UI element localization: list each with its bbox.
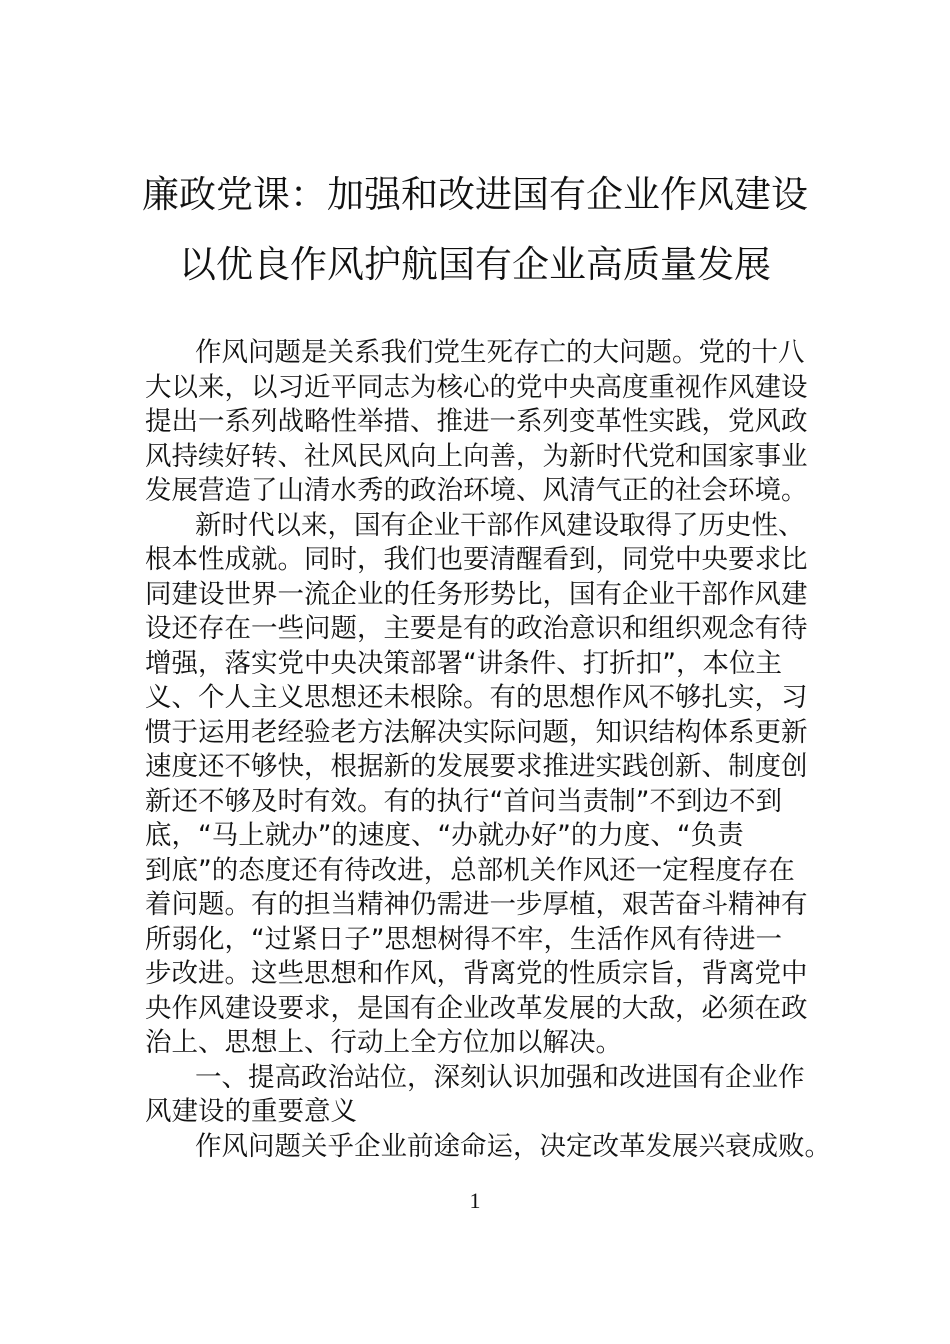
text-line: 作风问题关乎企业前途命运，决定改革发展兴衰成败。 (195, 1130, 831, 1162)
text-line: 大以来，以习近平同志为核心的党中央高度重视作风建设 (145, 371, 808, 403)
text-line: 所弱化，“过紧日子”思想树得不牢，生活作风有待进一 (145, 923, 782, 955)
text-line: 设还存在一些问题，主要是有的政治意识和组织观念有待 (145, 613, 808, 644)
text-line: 央作风建设要求，是国有企业改革发展的大敌，必须在政 (145, 992, 808, 1024)
document-title-line-2: 以优良作风护航国有企业高质量发展 (179, 243, 771, 286)
text-line: 增强，落实党中央决策部署“讲条件、打折扣”，本位主 (145, 647, 782, 679)
page-number: 1 (469, 1188, 481, 1213)
text-line: 到底”的态度还有待改进，总部机关作风还一定程度存在 (145, 854, 795, 886)
text-line: 新还不够及时有效。有的执行“首问当责制”不到边不到 (145, 785, 782, 817)
text-line: 风持续好转、社风民风向上向善，为新时代党和国家事业 (145, 440, 808, 472)
document-body (145, 336, 831, 1164)
text-line: 底，“马上就办”的速度、“办就办好”的力度、“负责 (145, 820, 744, 851)
text-line: 作风问题是关系我们党生死存亡的大问题。党的十八 (195, 337, 805, 368)
section-heading-line: 风建设的重要意义 (145, 1096, 357, 1127)
text-line: 治上、思想上、行动上全方位加以解决。 (145, 1027, 622, 1058)
text-line: 义、个人主义思想还未根除。有的思想作风不够扎实，习 (145, 682, 808, 713)
text-line: 同建设世界一流企业的任务形势比，国有企业干部作风建 (145, 578, 808, 610)
text-line: 提出一系列战略性举措、推进一系列变革性实践，党风政 (145, 406, 808, 437)
text-line: 速度还不够快，根据新的发展要求推进实践创新、制度创 (145, 751, 808, 782)
section-heading-line: 一、提高政治站位，深刻认识加强和改进国有企业作 (195, 1061, 805, 1093)
text-line: 步改进。这些思想和作风，背离党的性质宗旨，背离党中 (145, 958, 808, 989)
text-line: 着问题。有的担当精神仍需进一步厚植，艰苦奋斗精神有 (145, 889, 808, 920)
text-line: 惯于运用老经验老方法解决实际问题，知识结构体系更新 (145, 716, 808, 748)
text-line: 发展营造了山清水秀的政治环境、风清气正的社会环境。 (145, 475, 808, 506)
text-line: 根本性成就。同时，我们也要清醒看到，同党中央要求比 (145, 544, 808, 575)
document-title-line-1: 廉政党课：加强和改进国有企业作风建设 (142, 173, 808, 216)
text-line: 新时代以来，国有企业干部作风建设取得了历史性、 (195, 509, 805, 541)
